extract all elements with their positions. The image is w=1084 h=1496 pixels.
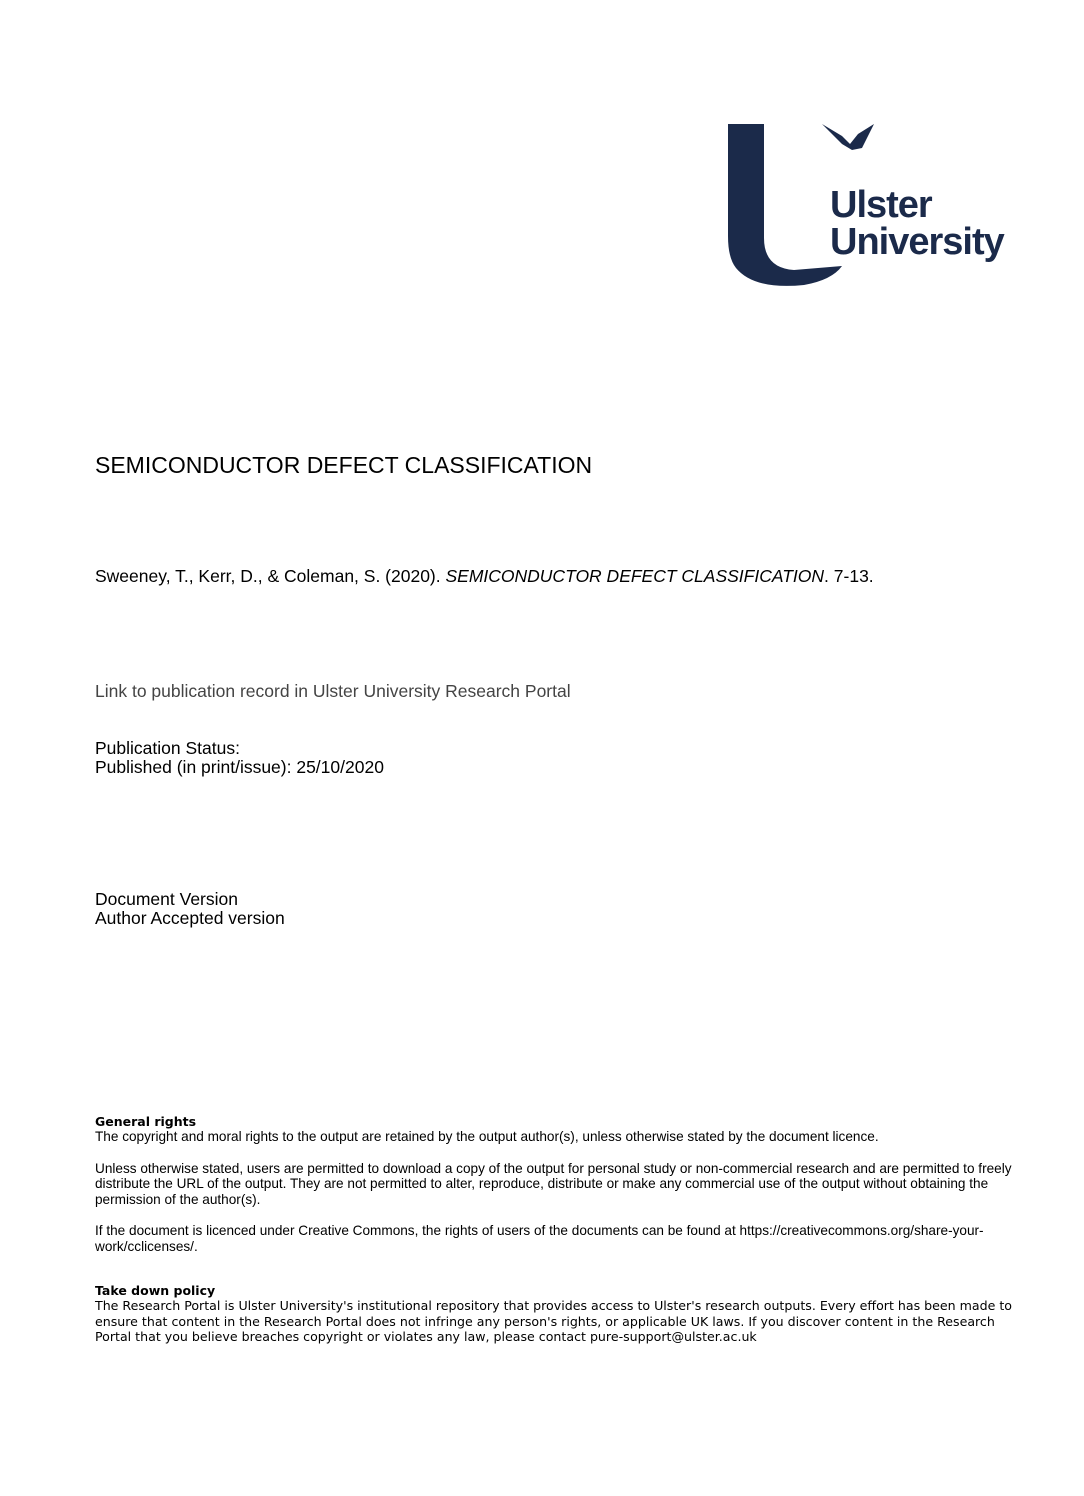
citation-title: SEMICONDUCTOR DEFECT CLASSIFICATION [445, 566, 825, 586]
logo-line2: University [830, 221, 1004, 263]
citation-authors-year: Sweeney, T., Kerr, D., & Coleman, S. (2020). [95, 566, 446, 586]
publication-status-value: Published (in print/issue): 25/10/2020 [95, 757, 384, 777]
document-version [95, 890, 285, 928]
logo-bird-mark [822, 124, 874, 150]
publication-status-label: Publication Status: [95, 738, 240, 758]
publication-status [95, 739, 384, 777]
general-rights-p3: If the document is licenced under Creative Commons, the rights of users of the documents can be found at https://creativecommons.org/share-your-work/cclicenses/. [95, 1223, 984, 1254]
rights-section [95, 1114, 1035, 1345]
portal-link[interactable]: Link to publication record in Ulster University Research Portal [95, 681, 571, 701]
takedown-text: The Research Portal is Ulster University's institutional repository that provides access to Ulster's research outputs. Every effort has been made to ensure that content in the Research Portal does not infringe any person's rights, or applicable UK laws. If you discover content in the Research Portal that you believe breaches copyright or violates any law, please contact pure-support@ulster.ac.uk [95, 1298, 1013, 1344]
general-rights-p2: Unless otherwise stated, users are permitted to download a copy of the output for personal study or non-commercial research and are permitted to freely distribute the URL of the output. They are not permitted to alter, reproduce, distribute or make any commercial use of the output without obtaining the permission of the author(s). [95, 1160, 1012, 1207]
general-rights-heading: General rights [95, 1114, 197, 1129]
document-version-label: Document Version [95, 889, 238, 909]
takedown-heading: Take down policy [95, 1283, 216, 1298]
document-version-value: Author Accepted version [95, 908, 285, 928]
citation-pages: . 7-13. [824, 566, 874, 586]
citation [95, 566, 874, 587]
general-rights-p1: The copyright and moral rights to the output are retained by the output author(s), unless otherwise stated by the document licence. [95, 1129, 879, 1144]
logo-u-shape [728, 124, 842, 286]
ulster-university-logo [724, 118, 1024, 290]
logo-line1: Ulster [830, 184, 932, 226]
document-title: SEMICONDUCTOR DEFECT CLASSIFICATION [95, 452, 593, 478]
ulster-university-logo-icon [724, 118, 1024, 290]
